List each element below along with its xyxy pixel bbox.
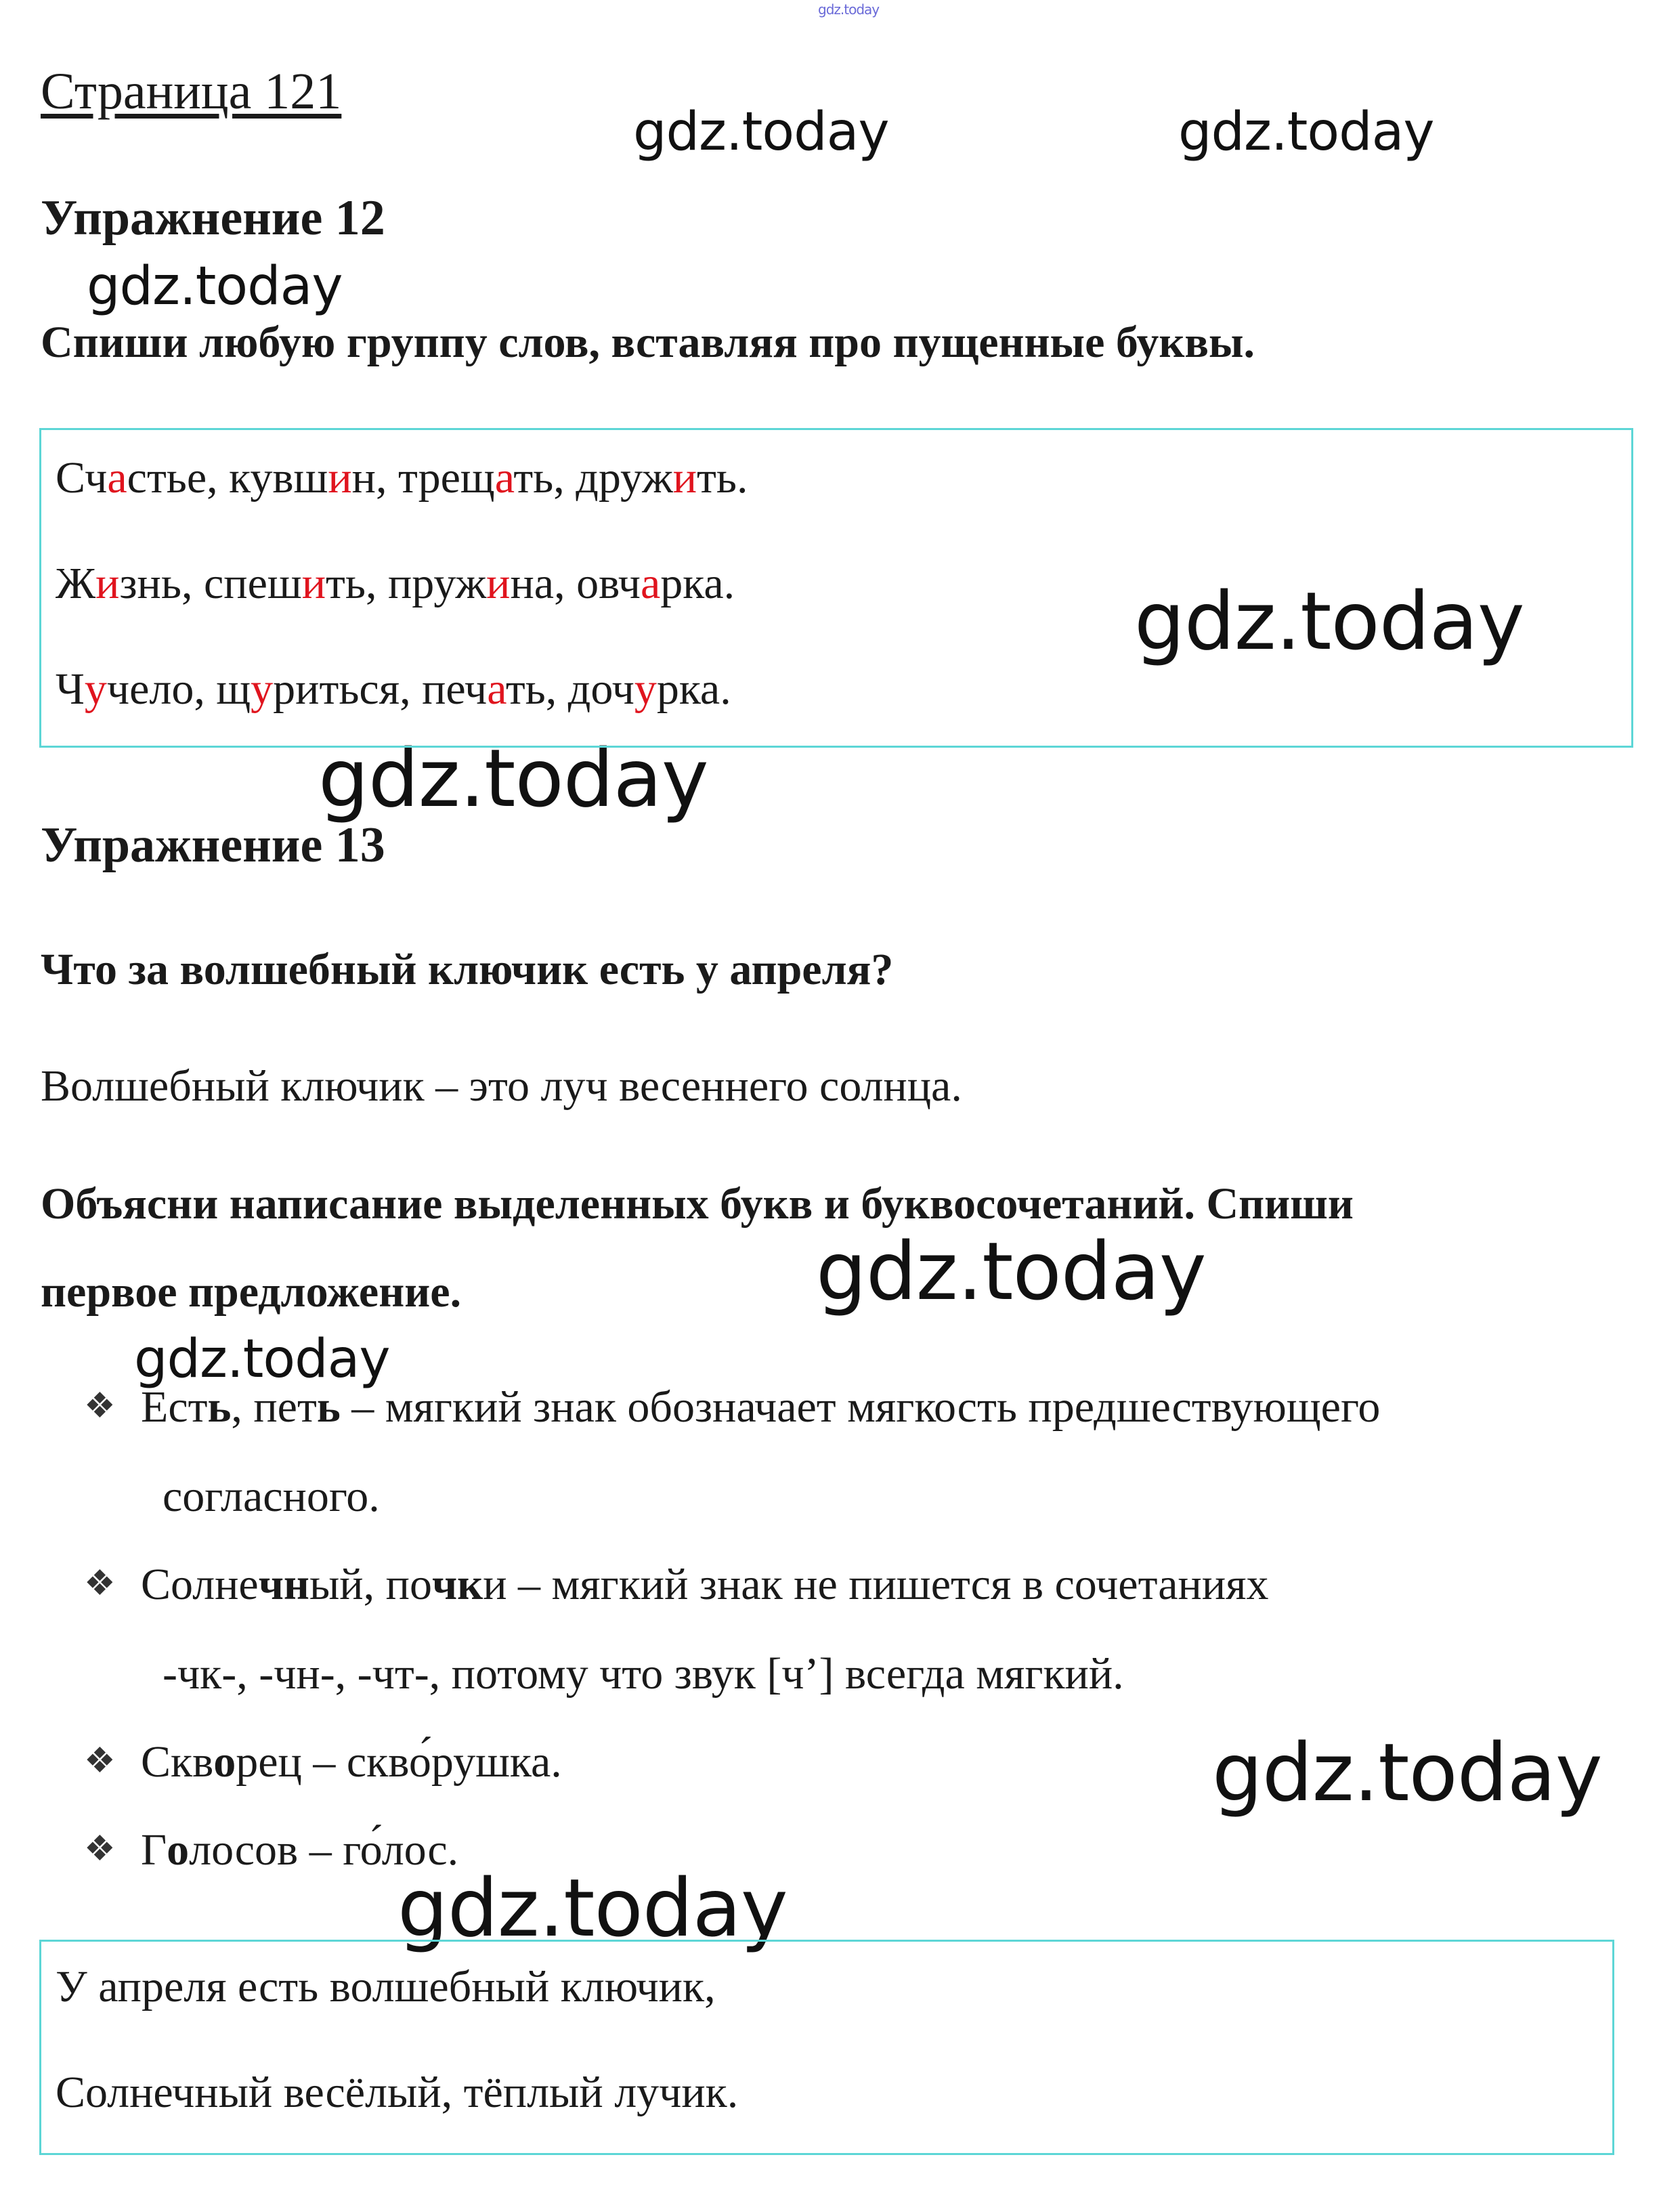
page-label: Страница 121: [41, 63, 342, 120]
header-watermark: gdz.today: [818, 1, 880, 18]
watermark: gdz.today: [1178, 102, 1434, 163]
watermark: gdz.today: [1134, 574, 1524, 668]
exercise-13-answer: Волшебный ключик – это луч весеннего солнца.: [41, 1061, 962, 1111]
bullet-item-1: Есть, петь – мягкий знак обозначает мягкость предшествующего: [141, 1382, 1381, 1432]
answer-line-1: Счастье, кувшин, трещать, дружить.: [56, 453, 748, 503]
exercise-13-question: Что за волшебный ключик есть у апреля?: [41, 945, 894, 994]
watermark: gdz.today: [816, 1224, 1206, 1318]
bullet-icon: ❖: [84, 1564, 116, 1603]
poem-line-1: У апреля есть волшебный ключик,: [56, 1962, 716, 2011]
exercise-12-task: Спиши любую группу слов, вставляя про пущенные буквы.: [41, 318, 1255, 367]
watermark: gdz.today: [87, 256, 343, 317]
bullet-item-3: Скворец – скво́рушка.: [141, 1737, 562, 1787]
bullet-icon: ❖: [84, 1387, 116, 1426]
exercise-12-title: Упражнение 12: [41, 190, 385, 246]
watermark: gdz.today: [318, 731, 708, 825]
bullet-icon: ❖: [84, 1830, 116, 1869]
answer-line-3: Чучело, щуриться, печать, дочурка.: [56, 664, 731, 714]
watermark: gdz.today: [633, 102, 889, 163]
bullet-item-1-continuation: согласного.: [163, 1472, 380, 1521]
exercise-13-task-line-2: первое предложение.: [41, 1267, 462, 1317]
bullet-icon: ❖: [84, 1742, 116, 1781]
watermark: gdz.today: [1212, 1726, 1602, 1819]
exercise-13-task-line-1: Объясни написание выделенных букв и буквосочетаний. Спиши: [41, 1179, 1354, 1229]
poem-line-2: Солнечный весёлый, тёплый лучик.: [56, 2068, 739, 2117]
bullet-item-2-continuation: -чк-, -чн-, -чт-, потому что звук [ч’] всегда мягкий.: [163, 1649, 1124, 1699]
bullet-item-2: Солнечный, почки – мягкий знак не пишется в сочетаниях: [141, 1560, 1269, 1609]
bullet-item-4: Голосов – го́лос.: [141, 1825, 459, 1875]
exercise-13-title: Упражнение 13: [41, 817, 385, 873]
watermark: gdz.today: [397, 1861, 788, 1955]
answer-line-2: Жизнь, спешить, пружина, овчарка.: [56, 559, 735, 608]
watermark: gdz.today: [134, 1329, 390, 1390]
